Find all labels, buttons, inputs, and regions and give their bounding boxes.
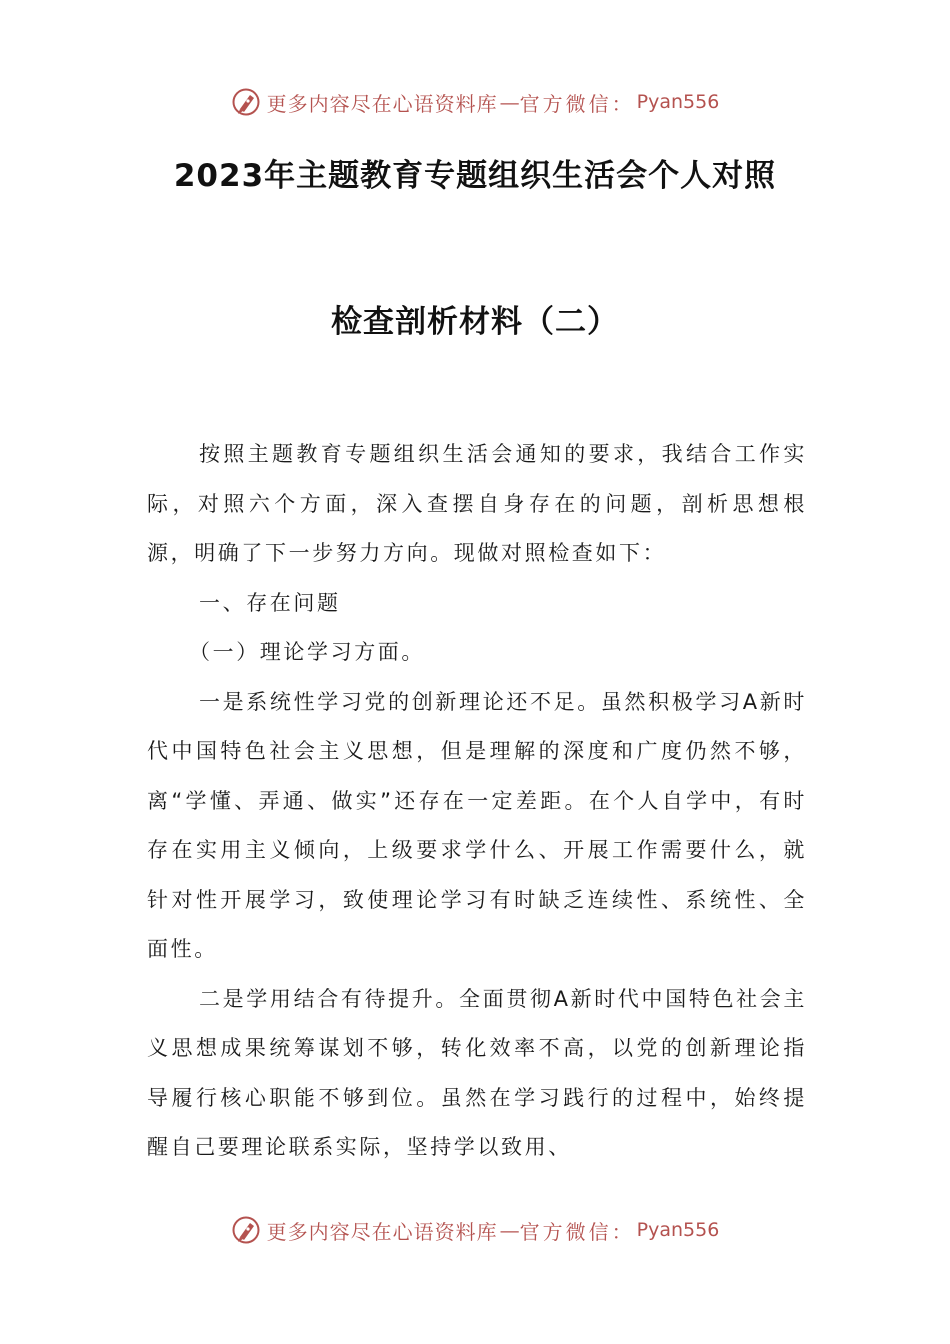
section-heading: 一、存在问题 — [199, 590, 341, 615]
footer-watermark — [0, 1210, 950, 1250]
watermark-wechat-label: 官方微信： — [519, 91, 635, 116]
subsection-heading: （一）理论学习方面。 — [189, 640, 425, 664]
pen-nib-logo-icon — [231, 1215, 261, 1245]
document-body — [147, 430, 807, 1173]
watermark-separator: — — [499, 90, 518, 114]
watermark-wechat-label: 官方微信： — [519, 1219, 635, 1244]
body-paragraph-2: 二是学用结合有待提升。全面贯彻A新时代中国特色社会主义思想成果统筹谋划不够，转化效率不高，以党的创新理论指导履行核心职能不够到位。虽然在学习践行的过程中，始终提醒自己要理论联系实际，坚持学以致用、 — [147, 986, 807, 1159]
watermark-text: 更多内容尽在心语资料库 — [266, 1219, 498, 1244]
intro-paragraph: 按照主题教育专题组织生活会通知的要求，我结合工作实际，对照六个方面，深入查摆自身存在的问题，剖析思想根源，明确了下一步努力方向。现做对照检查如下： — [147, 442, 807, 565]
watermark-text: 更多内容尽在心语资料库 — [266, 91, 498, 116]
watermark-wechat-id: Pyan556 — [636, 91, 720, 113]
watermark-wechat-id: Pyan556 — [636, 1219, 720, 1241]
watermark-separator: — — [499, 1218, 518, 1242]
body-paragraph-1: 一是系统性学习党的创新理论还不足。虽然积极学习A新时代中国特色社会主义思想，但是理解的深度和广度仍然不够，离“学懂、弄通、做实”还存在一定差距。在个人自学中，有时存在实用主义倾向，上级要求学什么、开展工作需要什么，就针对性开展学习，致使理论学习有时缺乏连续性、系统性、全面性。 — [147, 689, 807, 961]
document-title-line-1: 2023年主题教育专题组织生活会个人对照 — [173, 158, 777, 194]
document-title-line-2: 检查剖析材料（二） — [331, 304, 619, 340]
pen-nib-logo-icon — [231, 87, 261, 117]
header-watermark — [0, 82, 950, 122]
